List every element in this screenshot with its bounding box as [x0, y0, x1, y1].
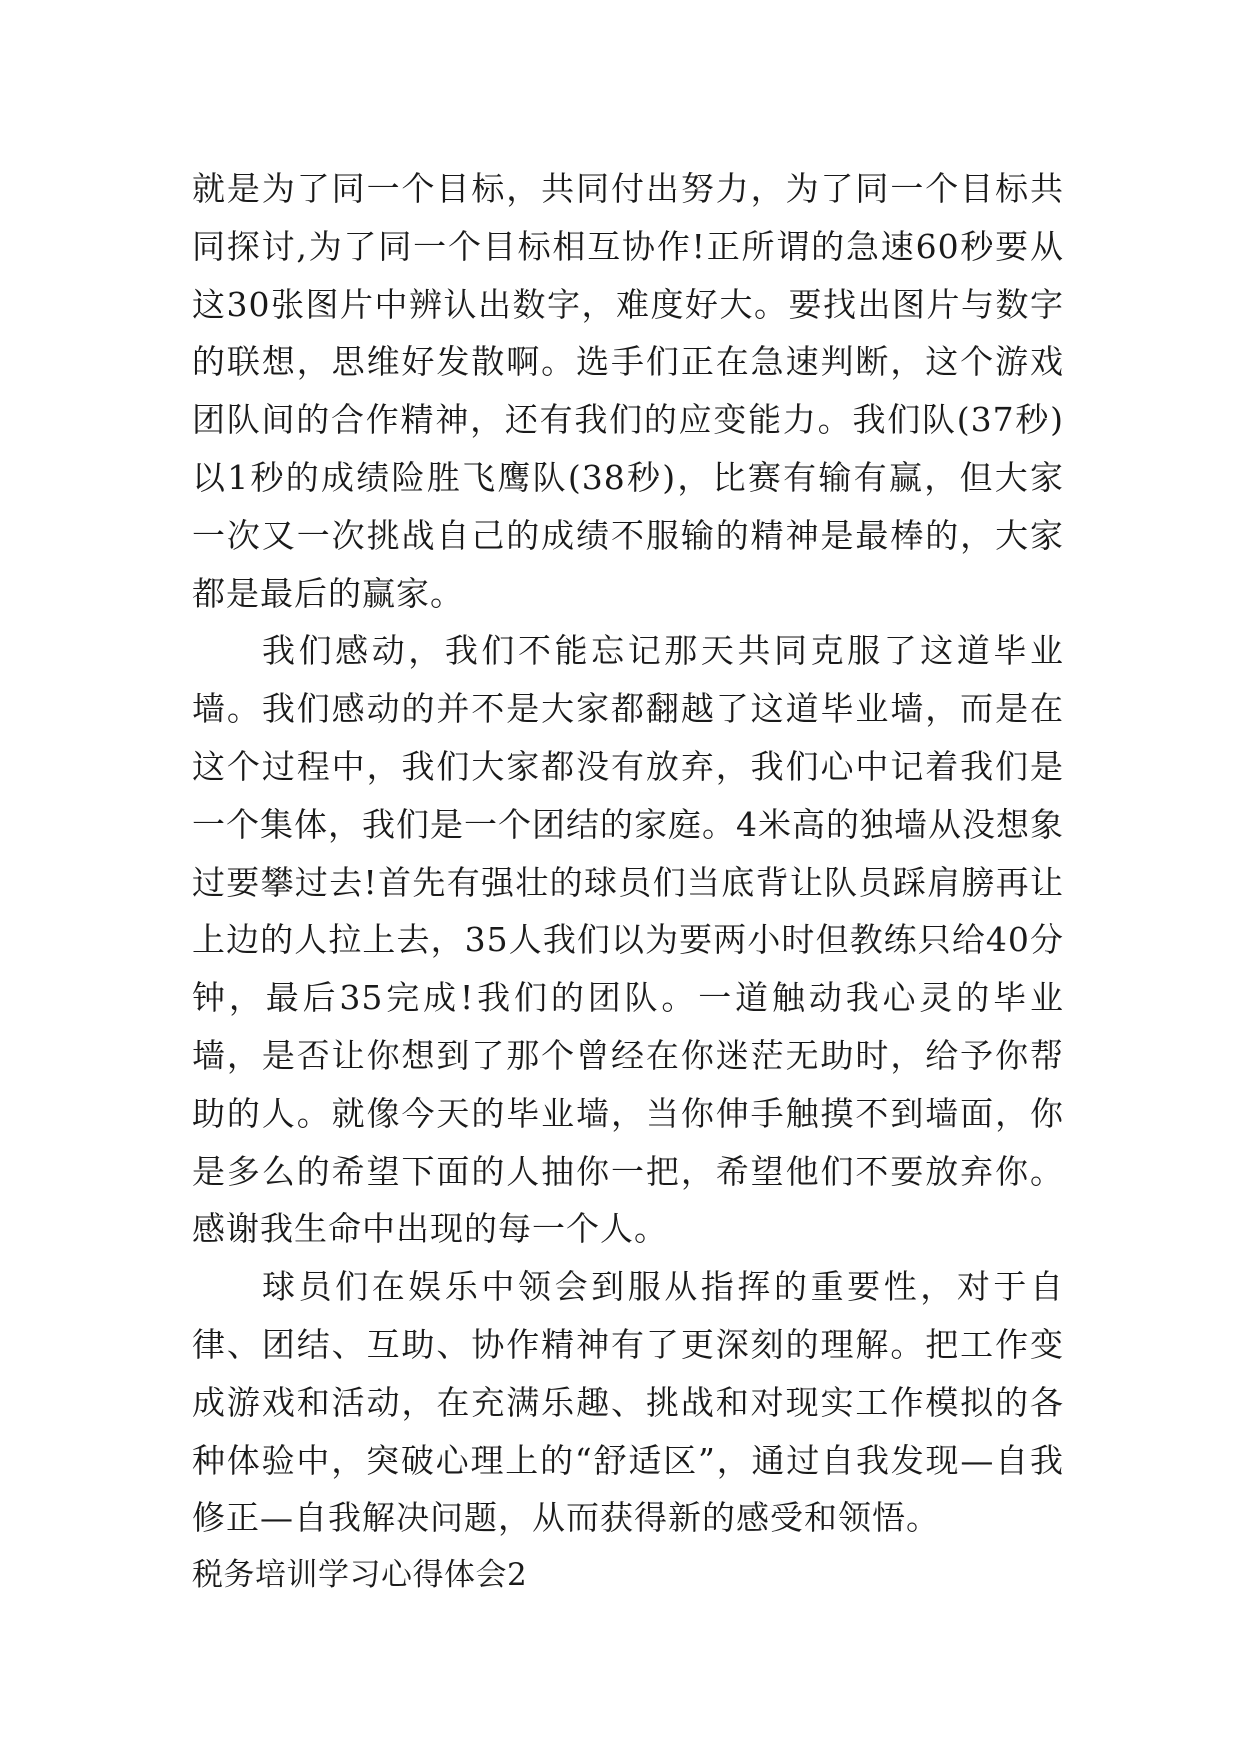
- paragraph-2: 我们感动，我们不能忘记那天共同克服了这道毕业墙。我们感动的并不是大家都翻越了这道毕业墙，而是在这个过程中，我们大家都没有放弃，我们心中记着我们是一个集体，我们是一个团结的家庭。4米高的独墙从没想象过要攀过去!首先有强壮的球员们当底背让队员踩肩膀再让上边的人拉上去，35人我们以为要两小时但教练只给40分钟，最后35完成!我们的团队。一道触动我心灵的毕业墙，是否让你想到了那个曾经在你迷茫无助时，给予你帮助的人。就像今天的毕业墙，当你伸手触摸不到墙面，你是多么的希望下面的人抽你一把，希望他们不要放弃你。感谢我生命中出现的每一个人。: [192, 631, 1064, 1249]
- section-heading: 税务培训学习心得体会2: [192, 1557, 528, 1594]
- document-body: [192, 160, 1064, 1605]
- paragraph-1: 就是为了同一个目标，共同付出努力，为了同一个目标共同探讨,为了同一个目标相互协作!正所谓的急速60秒要从这30张图片中辨认出数字，难度好大。要找出图片与数字的联想，思维好发散啊。选手们正在急速判断，这个游戏团队间的合作精神，还有我们的应变能力。我们队(37秒)以1秒的成绩险胜飞鹰队(38秒)，比赛有输有赢，但大家一次又一次挑战自己的成绩不服输的精神是最棒的，大家都是最后的赢家。: [192, 169, 1064, 613]
- paragraph-3: 球员们在娱乐中领会到服从指挥的重要性，对于自律、团结、互助、协作精神有了更深刻的理解。把工作变成游戏和活动，在充满乐趣、挑战和对现实工作模拟的各种体验中，突破心理上的“舒适区”，通过自我发现—自我修正—自我解决问题，从而获得新的感受和领悟。: [192, 1267, 1064, 1538]
